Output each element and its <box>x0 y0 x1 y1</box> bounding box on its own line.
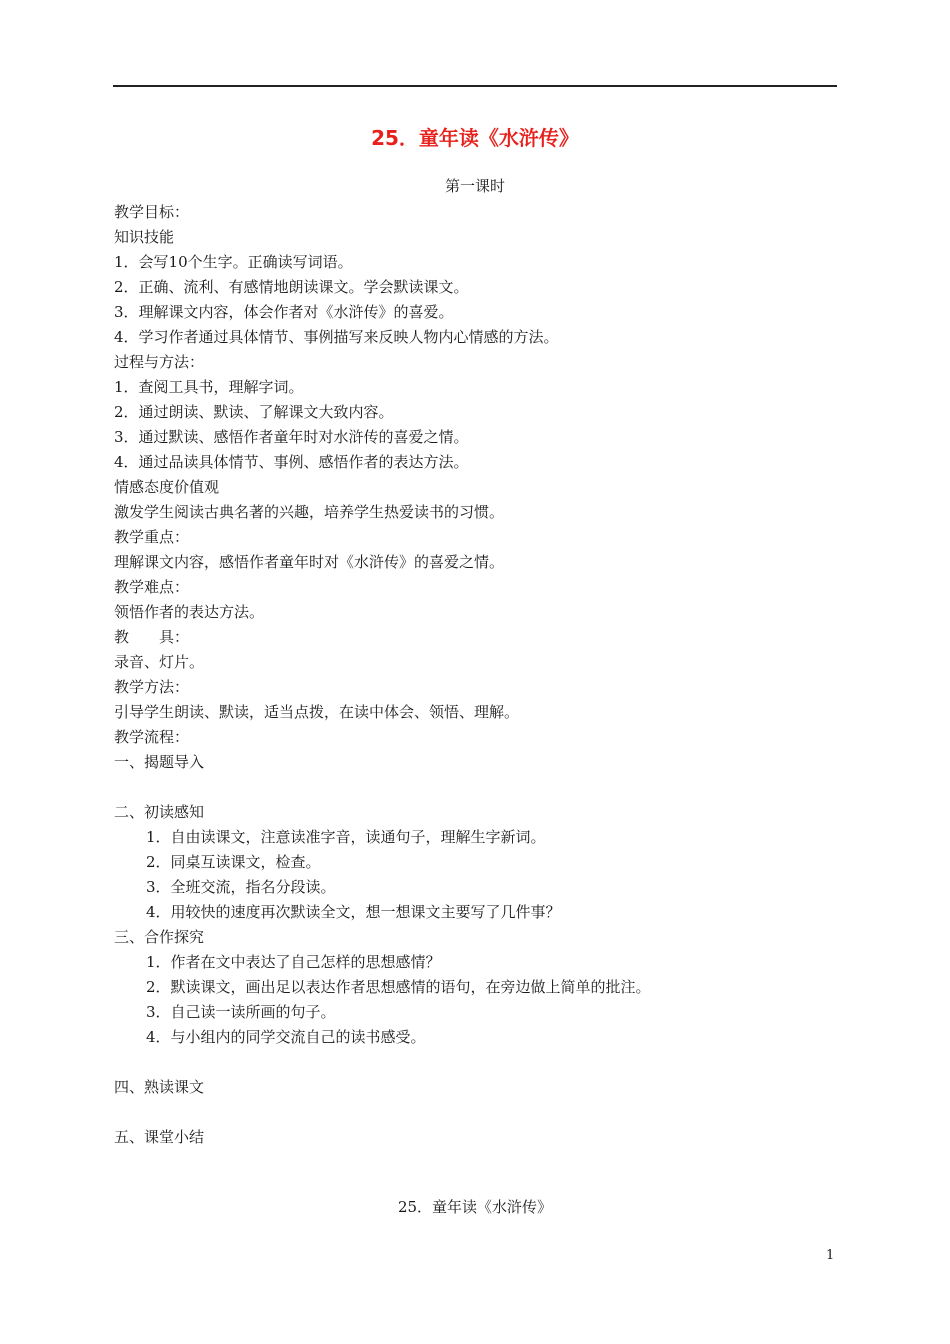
section-heading: 教学流程： <box>114 728 190 746</box>
list-item: 1．作者在文中表达了自己怎样的思想感情？ <box>146 953 441 971</box>
section-heading: 教 具： <box>114 628 190 646</box>
header-rule <box>113 85 837 87</box>
step-heading: 一、揭题导入 <box>114 753 205 771</box>
paragraph: 录音、灯片。 <box>114 653 205 671</box>
list-item: 3．理解课文内容，体会作者对《水浒传》的喜爱。 <box>114 303 454 321</box>
document-title: 25．童年读《水浒传》 <box>371 126 579 150</box>
step-heading: 二、初读感知 <box>114 803 205 821</box>
section-heading: 知识技能 <box>114 228 175 246</box>
list-item: 4．学习作者通过具体情节、事例描写来反映人物内心情感的方法。 <box>114 328 559 346</box>
document-body <box>114 200 844 1150</box>
list-item: 2．正确、流利、有感情地朗读课文。学会默读课文。 <box>114 278 469 296</box>
list-item: 1．会写10个生字。正确读写词语。 <box>114 253 353 271</box>
list-item: 4．通过品读具体情节、事例、感悟作者的表达方法。 <box>114 453 469 471</box>
paragraph: 领悟作者的表达方法。 <box>114 603 265 621</box>
list-item: 3．自己读一读所画的句子。 <box>146 1003 336 1021</box>
blank-line <box>114 1050 844 1075</box>
section-heading: 教学目标： <box>114 203 190 221</box>
section-heading: 教学方法： <box>114 678 190 696</box>
section-heading: 情感态度价值观 <box>114 478 220 496</box>
section-heading: 教学难点： <box>114 578 190 596</box>
list-item: 2．默读课文，画出足以表达作者思想感情的语句，在旁边做上简单的批注。 <box>146 978 651 996</box>
step-heading: 五、课堂小结 <box>114 1128 205 1146</box>
section-heading: 教学重点： <box>114 528 190 546</box>
paragraph: 引导学生朗读、默读，适当点拨，在读中体会、领悟、理解。 <box>114 703 520 721</box>
step-heading: 四、熟读课文 <box>114 1078 205 1096</box>
list-item: 1．查阅工具书，理解字词。 <box>114 378 304 396</box>
step-heading: 三、合作探究 <box>114 928 205 946</box>
list-item: 4．与小组内的同学交流自己的读书感受。 <box>146 1028 426 1046</box>
paragraph: 理解课文内容，感悟作者童年时对《水浒传》的喜爱之情。 <box>114 553 505 571</box>
list-item: 3．通过默读、感悟作者童年时对水浒传的喜爱之情。 <box>114 428 469 446</box>
paragraph: 激发学生阅读古典名著的兴趣，培养学生热爱读书的习惯。 <box>114 503 505 521</box>
lesson-subtitle: 第一课时 <box>444 177 505 195</box>
blank-line <box>114 775 844 800</box>
page-number: 1 <box>826 1248 835 1263</box>
list-item: 4．用较快的速度再次默读全文，想一想课文主要写了几件事？ <box>146 903 561 921</box>
list-item: 2．同桌互读课文，检查。 <box>146 853 321 871</box>
list-item: 2．通过朗读、默读、了解课文大致内容。 <box>114 403 394 421</box>
list-item: 1．自由读课文，注意读准字音，读通句子，理解生字新词。 <box>146 828 546 846</box>
section-heading: 过程与方法： <box>114 353 205 371</box>
blank-line <box>114 1100 844 1125</box>
list-item: 3．全班交流，指名分段读。 <box>146 878 336 896</box>
next-section-title: 25．童年读《水浒传》 <box>397 1198 553 1216</box>
